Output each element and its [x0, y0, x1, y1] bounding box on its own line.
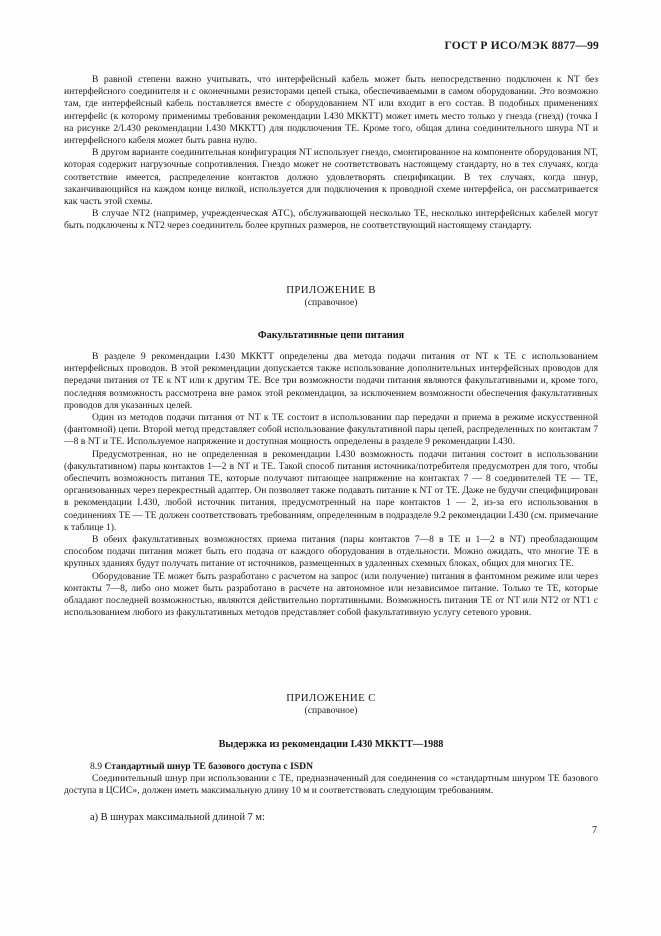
appendix-c-title: ПРИЛОЖЕНИЕ С	[286, 692, 376, 704]
paragraph: В обеих факультативных возможностях приема питания (пары контактов 7—8 в ТЕ и 1—2 в NT) преобладающим способом подачи питания может быть его подача от каждого оборудования в отдельности. Можно ожидать, что многие ТЕ в крупных зданиях будут получать питание от источников, размещенных в удаленных схемных блоках, общих для многих ТЕ.	[64, 534, 598, 570]
paragraph: В разделе 9 рекомендации I.430 МККТТ определены два метода подачи питания от NT к ТЕ с использованием интерфейсных проводов. В этой рекомендации допускается также использование дополнительных интерфейсных проводов для передачи питания от ТЕ к NT или к другим ТЕ. Все три возможности подачи питания являются факультативными и, кроме того, последняя возможность рассмотрена вне рамок этой рекомендации, за исключением возможности обеспечения факультативных проводов для указанных целей.	[64, 351, 598, 411]
appendix-b-text	[64, 351, 598, 619]
page-number: 7	[592, 825, 597, 836]
paragraph: В другом варианте соединительная конфигурация NT использует гнездо, смонтированное на компоненте оборудования NT, которая содержит нагрузочные сопротивления. Гнездо может не соответствовать настоящему стандарту, но в тех случаях, когда соответствие имеется, распределение контактов должно удовлетворять спецификации. В тех случаях, когда шнур, заканчивающийся на каждом конце вилкой, используется для подключения к проводной схеме интерфейса, он рассматривается как часть этой схемы.	[64, 147, 598, 208]
clause-number: 8.9	[90, 761, 102, 772]
clause-heading	[90, 761, 313, 772]
appendix-c-heading: Выдержка из рекомендации I.430 МККТТ—1988	[218, 739, 444, 750]
appendix-b-heading: Факультативные цепи питания	[257, 330, 405, 341]
appendix-c-text	[64, 773, 598, 797]
paragraph: Оборудование ТЕ может быть разработано с расчетом на запрос (или получение) питания в фантомном режиме или через контакты 7—8, либо оно может быть разработано в расчете на автономное или независимое питание. Только те ТЕ, которые обладают последней возможностью, являются действительно портативными. Возможность питания ТЕ от NT или NT2 от NT1 с использованием любого из факультативных методов представляет собой факультативную услугу сетевого уровня.	[64, 570, 598, 619]
paragraph: В случае NT2 (например, учрежденческая АТС), обслуживающей несколько ТЕ, несколько интерфейсных кабелей могут быть подключены к NT2 через соединитель более крупных размеров, не соответствующий настоящему стандарту.	[64, 208, 598, 232]
paragraph: Предусмотренная, но не определенная в рекомендации I.430 возможность подачи питания состоит в использовании (факультативном) пары контактов 1—2 в NT и ТЕ. Такой способ питания источника/потребителя предусмотрен для того, чтобы обеспечить возможность питания ТЕ, которые получают питающее напряжение на контактах 7 — 8 соединителей ТЕ — ТЕ, организованных через перекрестный адаптер. Он позволяет также подавать питание к NT от ТЕ. Даже не будучи специфицирован в рекомендации I.430, любой источник питания, предусмотренный на паре контактов 1 — 2, из-за его использования в соединениях ТЕ — ТЕ должен соответствовать требованиям, определенным в подразделе 9.2 рекомендации I.430 (см. примечание к таблице 1).	[64, 448, 598, 533]
standard-header: ГОСТ Р ИСО/МЭК 8877—99	[444, 40, 599, 52]
appendix-b-title: ПРИЛОЖЕНИЕ В	[286, 284, 376, 296]
appendix-c-subtitle: (справочное)	[304, 705, 358, 716]
paragraph: Один из методов подачи питания от NT к ТЕ состоит в использовании пар передачи и приема в режиме искусственной (фантомной) цепи. Второй метод представляет собой использование факультативной пары цепей, распределенных по контактам 7—8 в NT и ТЕ. Используемое напряжение и доступная мощность определены в разделе 9 рекомендации I.430.	[64, 412, 598, 448]
clause-title: Стандартный шнур ТЕ базового доступа с ISDN	[104, 761, 314, 772]
list-item-a: а) В шнурах максимальной длиной 7 м:	[90, 812, 265, 823]
paragraph: В равной степени важно учитывать, что интерфейсный кабель может быть непосредственно подключен к NT без интерфейсного соединителя и с оконечными резисторами цепей стыка, обеспечиваемыми в самом оборудовании. Это возможно там, где интерфейсный кабель поставляется вместе с оборудованием NT или входит в его состав. В подобных применениях интерфейс (к которому применимы требования рекомендации I.430 МККТТ) может иметь место только у гнезда (гнезд) (точка I на рисунке 2/I.430 рекомендации I.430 МККТТ) для подключения ТЕ. Кроме того, общая длина соединительного шнура NT и интерфейсного кабеля может быть равна нулю.	[64, 74, 598, 147]
appendix-b-subtitle: (справочное)	[304, 297, 358, 308]
paragraph: Соединительный шнур при использовании с ТЕ, предназначенный для соединения со «стандартным шнуром ТЕ базового доступа в ЦСИС», должен иметь максимальную длину 10 м и соответствовать следующим требованиям.	[64, 773, 598, 797]
intro-text	[64, 74, 598, 233]
